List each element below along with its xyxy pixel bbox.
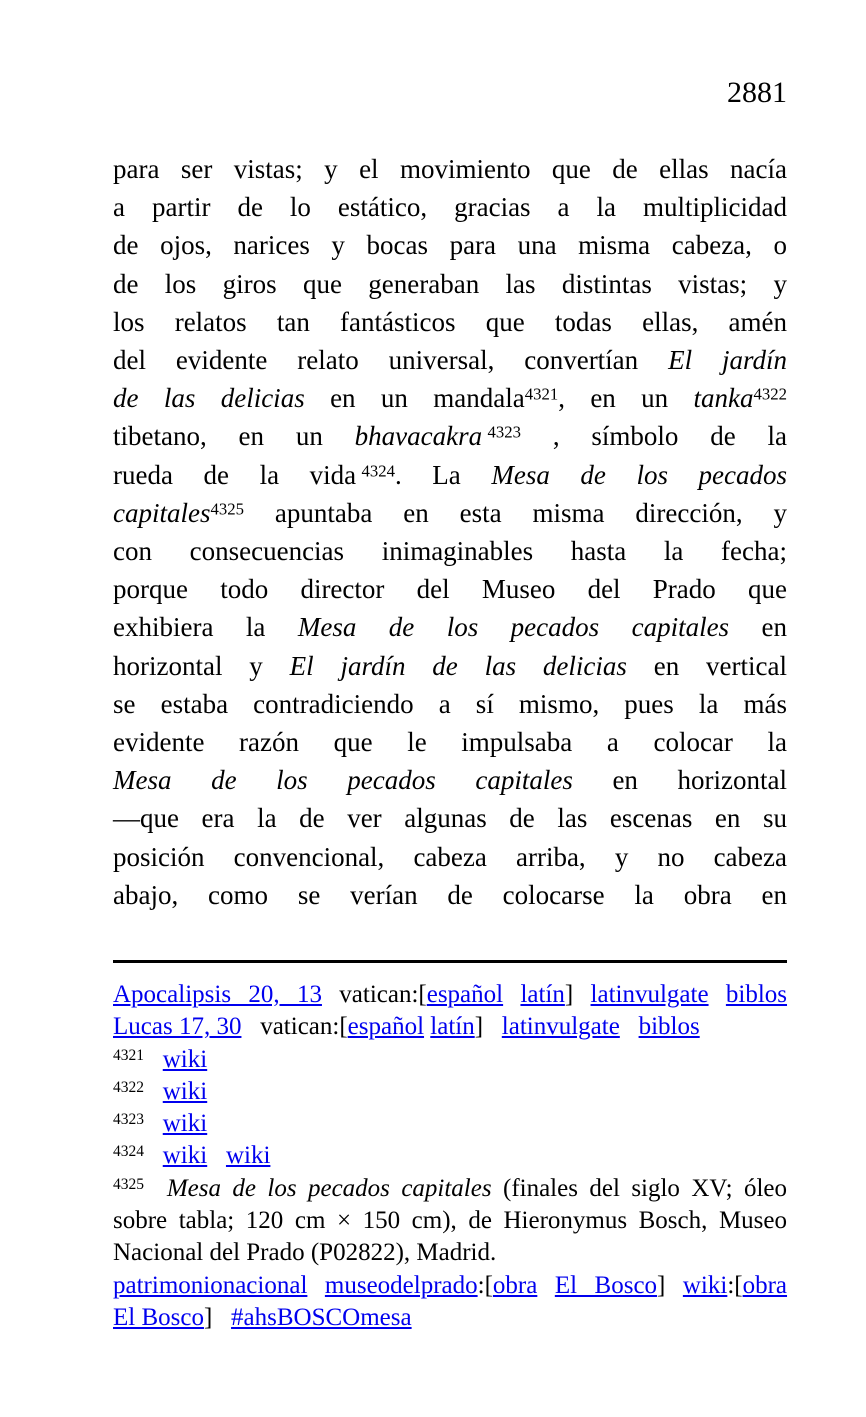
text-segment <box>144 1175 167 1202</box>
link-apocalipsis-20-13[interactable]: Apocalipsis 20, 13 <box>113 981 322 1008</box>
text-segment <box>537 1272 555 1299</box>
footnote-marker: 4323 <box>487 422 521 442</box>
text-segment: Mesa de los pecados <box>491 459 787 490</box>
text-segment: se estaba contradiciendo a sí mismo, pues la más <box>113 688 787 719</box>
footnote-line <box>113 1237 787 1269</box>
body-text <box>113 150 787 914</box>
link-museodelprado[interactable]: museodelprado <box>324 1271 478 1299</box>
text-segment: El jardín <box>668 345 787 376</box>
link-latin[interactable]: latín <box>520 981 565 1008</box>
link-latinvulgate[interactable]: latinvulgate <box>590 981 709 1008</box>
body-line <box>113 685 787 723</box>
link-wiki[interactable]: wiki <box>162 1142 208 1170</box>
footnote-marker: 4325 <box>113 1175 144 1193</box>
text-segment <box>144 1110 163 1137</box>
footnote-marker: 4322 <box>113 1078 144 1096</box>
footnote-marker: 4325 <box>210 499 244 519</box>
link-wiki[interactable]: wiki <box>162 1077 208 1105</box>
text-segment: :[ <box>477 1271 493 1299</box>
body-line <box>113 188 787 226</box>
text-segment: ] <box>474 1013 502 1041</box>
link-ahsboscomesa[interactable]: #ahsBOSCOmesa <box>231 1303 412 1331</box>
footnote-marker: 4323 <box>113 1111 144 1129</box>
text-segment: abajo, como se verían de colocarse la obra en <box>113 879 787 910</box>
body-line <box>113 303 787 341</box>
link-el-bosco[interactable]: El Bosco <box>554 1271 658 1299</box>
link-wiki[interactable]: wiki <box>162 1110 208 1138</box>
text-segment: del evidente relato universal, convertían <box>113 345 669 376</box>
body-line <box>113 761 787 799</box>
footnote-line <box>113 1302 787 1334</box>
text-segment: . La <box>394 459 492 490</box>
text-segment: de los giros que generaban las distintas vistas; y <box>113 268 787 299</box>
text-segment: tanka <box>693 383 754 414</box>
body-line <box>113 799 787 837</box>
link-biblos[interactable]: biblos <box>725 981 788 1008</box>
text-segment: Mesa de los pecados capitales <box>113 765 573 796</box>
body-line <box>113 608 787 646</box>
body-line <box>113 532 787 570</box>
text-segment <box>307 1272 325 1299</box>
body-line <box>113 379 787 417</box>
text-segment <box>503 981 520 1008</box>
body-line <box>113 265 787 303</box>
text-segment: en vertical <box>626 650 787 681</box>
body-line <box>113 876 787 914</box>
body-line <box>113 341 787 379</box>
text-segment: Mesa de los pecados capitales <box>166 1174 492 1202</box>
text-segment: El jardín de las delicias <box>289 650 627 681</box>
link-latinvulgate[interactable]: latinvulgate <box>501 1013 620 1041</box>
link-el-bosco[interactable]: El Bosco <box>113 1303 204 1331</box>
link-lucas-17-30[interactable]: Lucas 17, 30 <box>113 1013 242 1041</box>
body-line <box>113 417 787 455</box>
body-line <box>113 647 787 685</box>
text-segment <box>144 1046 163 1073</box>
text-segment: en horizontal <box>572 765 787 796</box>
link-latin[interactable]: latín <box>430 1013 475 1041</box>
text-segment <box>620 1013 639 1040</box>
footnote-line <box>113 1108 787 1140</box>
footnote-line <box>113 1140 787 1172</box>
text-segment: los relatos tan fantásticos que todas ellas, amén <box>113 306 787 337</box>
text-segment: de las delicias <box>113 383 305 414</box>
text-segment: bhavacakra <box>354 421 483 452</box>
link-obra[interactable]: obra <box>742 1271 788 1299</box>
text-segment: tibetano, en un <box>113 421 355 452</box>
footnote-line <box>113 1205 787 1237</box>
text-segment: (finales del siglo XV; óleo <box>491 1174 787 1202</box>
text-segment <box>709 981 726 1008</box>
text-segment <box>207 1142 226 1169</box>
text-segment: ] <box>564 981 591 1008</box>
text-segment: evidente razón que le impulsaba a colocar la <box>113 727 787 758</box>
text-segment: vatican:[ <box>241 1013 348 1041</box>
text-segment: vatican:[ <box>321 981 427 1008</box>
text-segment: posición convencional, cabeza arriba, y no cabeza <box>113 841 787 872</box>
body-line <box>113 456 787 494</box>
text-segment: ] <box>203 1303 232 1331</box>
text-segment: para ser vistas; y el movimiento que de ellas nacía <box>113 154 787 184</box>
footnote-line <box>113 1044 787 1076</box>
text-segment: Nacional del Prado (P02822), Madrid. <box>113 1239 497 1267</box>
footnote-marker: 4324 <box>113 1143 144 1161</box>
footnote-marker: 4324 <box>361 460 395 480</box>
footnote-marker: 4321 <box>524 384 559 404</box>
body-line <box>113 570 787 608</box>
page-number: 2881 <box>727 76 787 109</box>
text-segment: :[ <box>727 1271 743 1299</box>
link-wiki[interactable]: wiki <box>225 1142 271 1170</box>
text-segment: en <box>729 612 788 643</box>
link-biblos[interactable]: biblos <box>638 1013 700 1041</box>
text-segment: —que era la de ver algunas de las escenas en su <box>113 803 787 834</box>
text-segment: con consecuencias inimaginables hasta la fecha; <box>113 536 787 567</box>
footnote-line <box>113 1076 787 1108</box>
text-segment: exhibiera la <box>113 612 298 643</box>
text-segment: a partir de lo estático, gracias a la multiplicidad <box>113 192 787 223</box>
footnote-separator <box>113 960 787 963</box>
footnote-line <box>113 1011 787 1043</box>
text-segment: , en un <box>558 383 694 414</box>
body-line <box>113 494 787 532</box>
text-segment: porque todo director del Museo del Prado que <box>113 574 787 605</box>
footnote-marker: 4322 <box>753 384 787 404</box>
footnote-marker: 4321 <box>113 1046 144 1064</box>
text-segment: capitales <box>113 497 211 528</box>
footnotes <box>113 979 787 1334</box>
link-patrimonionacional[interactable]: patrimonionacional <box>113 1271 308 1299</box>
text-segment: en un mandala <box>304 383 525 414</box>
link-espanol[interactable]: español <box>426 981 504 1008</box>
text-segment: Mesa de los pecados capitales <box>297 612 730 643</box>
footnote-line <box>113 1270 787 1302</box>
link-obra[interactable]: obra <box>492 1271 538 1299</box>
text-segment: , símbolo de la <box>521 421 787 452</box>
link-wiki[interactable]: wiki <box>162 1045 208 1073</box>
link-wiki[interactable]: wiki <box>682 1271 728 1299</box>
text-segment <box>144 1142 163 1169</box>
text-segment: de ojos, narices y bocas para una misma cabeza, o <box>113 230 787 261</box>
body-line <box>113 723 787 761</box>
body-line <box>113 150 787 188</box>
text-segment: sobre tabla; 120 cm × 150 cm), de Hieronymus Bosch, Museo <box>113 1207 787 1235</box>
text-segment: rueda de la vida <box>113 459 357 490</box>
link-espanol[interactable]: español <box>347 1013 425 1041</box>
body-line <box>113 838 787 876</box>
body-line <box>113 226 787 264</box>
footnote-line <box>113 979 787 1011</box>
text-segment <box>144 1078 163 1105</box>
text-segment: apuntaba en esta misma dirección, y <box>243 497 787 528</box>
footnote-line <box>113 1173 787 1205</box>
text-segment: ] <box>657 1271 683 1299</box>
text-segment: horizontal y <box>113 650 290 681</box>
